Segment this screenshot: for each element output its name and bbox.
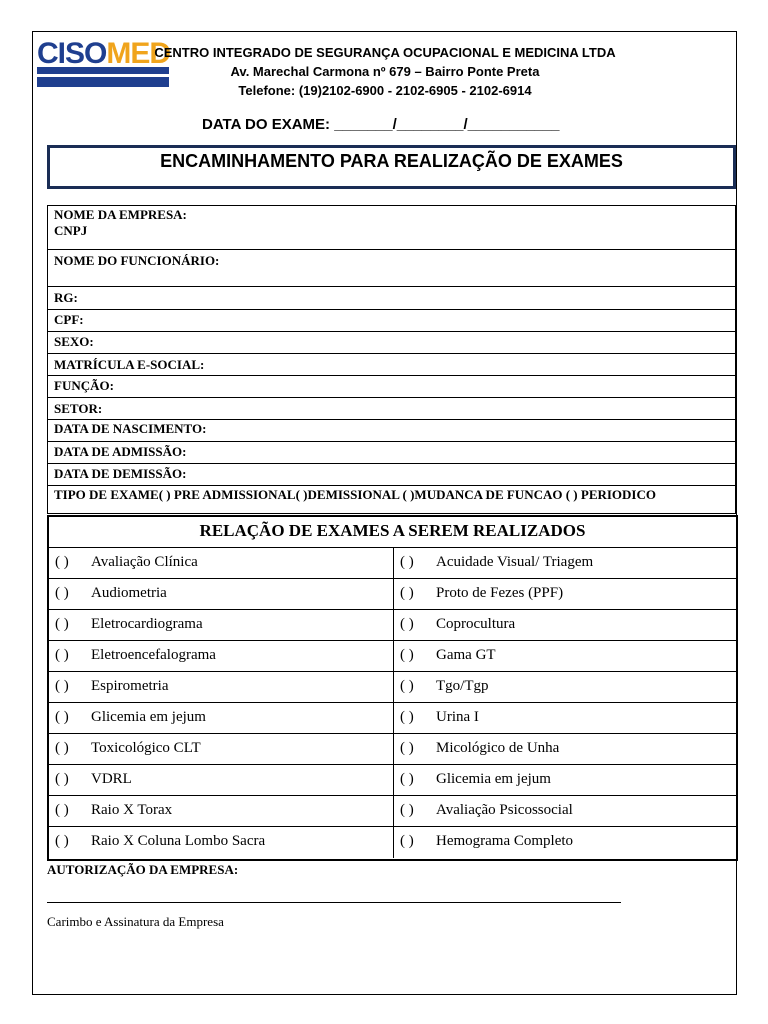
exam-label: Proto de Fezes (PPF) xyxy=(436,585,564,601)
exam-checkbox[interactable]: ( ) xyxy=(400,678,414,694)
company-name-label: NOME DA EMPRESA: xyxy=(54,207,187,222)
exam-checkbox[interactable]: ( ) xyxy=(55,678,69,694)
logo-ciso: CISO xyxy=(37,37,107,70)
dismissal-date-label: DATA DE DEMISSÃO: xyxy=(54,466,187,481)
exam-option-left[interactable] xyxy=(49,672,394,703)
rg-row[interactable] xyxy=(48,287,735,310)
exam-option-right[interactable] xyxy=(394,548,736,579)
exam-option-right[interactable] xyxy=(394,765,736,796)
exam-option-right[interactable] xyxy=(394,641,736,672)
exam-checkbox[interactable]: ( ) xyxy=(400,771,414,787)
exam-label: Glicemia em jejum xyxy=(436,771,551,787)
exam-label: Urina I xyxy=(436,709,479,725)
exam-option-right[interactable] xyxy=(394,672,736,703)
exam-option-right[interactable] xyxy=(394,734,736,765)
exam-option-left[interactable] xyxy=(49,610,394,641)
exam-option-right[interactable] xyxy=(394,796,736,827)
exam-label: Micológico de Unha xyxy=(436,740,560,756)
sector-row[interactable] xyxy=(48,398,735,420)
exam-label: Glicemia em jejum xyxy=(91,709,206,725)
employee-name-row[interactable] xyxy=(48,250,735,287)
exam-type-label: TIPO DE EXAME( ) PRE ADMISSIONAL( )DEMISSIONAL ( )MUDANCA DE FUNCAO ( ) PERIODICO xyxy=(54,487,656,502)
role-label: FUNÇÃO: xyxy=(54,378,114,393)
exam-label: Avaliação Psicossocial xyxy=(436,802,573,818)
exam-checkbox[interactable]: ( ) xyxy=(55,647,69,663)
cnpj-label: CNPJ xyxy=(54,223,88,238)
exam-label: Coprocultura xyxy=(436,616,516,632)
cpf-row[interactable] xyxy=(48,310,735,332)
exam-label: Gama GT xyxy=(436,647,496,663)
exam-option-right[interactable] xyxy=(394,610,736,641)
exam-checkbox[interactable]: ( ) xyxy=(400,585,414,601)
exam-option-right[interactable] xyxy=(394,579,736,610)
exam-option-left[interactable] xyxy=(49,734,394,765)
company-title: CENTRO INTEGRADO DE SEGURANÇA OCUPACIONAL E MEDICINA LTDA xyxy=(154,45,616,60)
exam-option-left[interactable] xyxy=(49,765,394,796)
exam-label: Espirometria xyxy=(91,678,169,694)
exam-option-left[interactable] xyxy=(49,579,394,610)
exam-option-left[interactable] xyxy=(49,827,394,858)
birth-date-row[interactable] xyxy=(48,420,735,442)
exam-checkbox[interactable]: ( ) xyxy=(55,554,69,570)
exam-checkbox[interactable]: ( ) xyxy=(400,554,414,570)
exam-date-field: DATA DO EXAME: _______/________/___________ xyxy=(202,116,560,133)
sex-row[interactable] xyxy=(48,332,735,354)
form-title-box xyxy=(47,145,736,189)
exam-checkbox[interactable]: ( ) xyxy=(400,833,414,849)
exam-checkbox[interactable]: ( ) xyxy=(55,585,69,601)
exam-checkbox[interactable]: ( ) xyxy=(55,616,69,632)
exam-label: Acuidade Visual/ Triagem xyxy=(436,554,594,570)
role-row[interactable] xyxy=(48,376,735,398)
employee-name-label: NOME DO FUNCIONÁRIO: xyxy=(54,253,220,268)
exam-checkbox[interactable]: ( ) xyxy=(55,771,69,787)
letterhead xyxy=(150,43,620,100)
exam-label: Eletrocardiograma xyxy=(91,616,203,632)
registration-label: MATRÍCULA E-SOCIAL: xyxy=(54,357,205,372)
exam-type-row[interactable] xyxy=(48,486,735,514)
sex-label: SEXO: xyxy=(54,334,94,349)
exam-label: Raio X Torax xyxy=(91,802,173,818)
exam-checkbox[interactable]: ( ) xyxy=(55,740,69,756)
signature-caption: Carimbo e Assinatura da Empresa xyxy=(47,914,224,929)
exam-option-right[interactable] xyxy=(394,703,736,734)
exam-label: Toxicológico CLT xyxy=(91,740,201,756)
company-address: Av. Marechal Carmona nº 679 – Bairro Ponte Preta xyxy=(230,64,540,79)
exam-option-left[interactable] xyxy=(49,703,394,734)
admission-date-row[interactable] xyxy=(48,442,735,464)
employee-info-table xyxy=(47,205,736,514)
exam-checkbox[interactable]: ( ) xyxy=(400,616,414,632)
exam-option-left[interactable] xyxy=(49,548,394,579)
authorization-label: AUTORIZAÇÃO DA EMPRESA: xyxy=(47,862,239,877)
rg-label: RG: xyxy=(54,290,78,305)
dismissal-date-row[interactable] xyxy=(48,464,735,486)
exam-checkbox[interactable]: ( ) xyxy=(55,709,69,725)
exam-option-right[interactable] xyxy=(394,827,736,858)
exam-label: Avaliação Clínica xyxy=(91,554,198,570)
company-phone: Telefone: (19)2102-6900 - 2102-6905 - 2102-6914 xyxy=(238,83,532,98)
exam-checkbox[interactable]: ( ) xyxy=(55,833,69,849)
exam-checkbox[interactable]: ( ) xyxy=(400,647,414,663)
admission-date-label: DATA DE ADMISSÃO: xyxy=(54,444,187,459)
exam-checkbox[interactable]: ( ) xyxy=(400,802,414,818)
exams-heading: RELAÇÃO DE EXAMES A SEREM REALIZADOS xyxy=(49,517,736,548)
form-title: ENCAMINHAMENTO PARA REALIZAÇÃO DE EXAMES xyxy=(160,151,623,171)
exam-label: Tgo/Tgp xyxy=(436,678,489,694)
exam-checkbox[interactable]: ( ) xyxy=(400,709,414,725)
sector-label: SETOR: xyxy=(54,401,103,416)
registration-row[interactable] xyxy=(48,354,735,376)
exam-checkbox[interactable]: ( ) xyxy=(55,802,69,818)
exam-label: VDRL xyxy=(91,771,132,787)
logo-med: MED xyxy=(106,37,171,70)
company-name-row[interactable] xyxy=(48,206,735,250)
exam-label: Raio X Coluna Lombo Sacra xyxy=(91,833,266,849)
cpf-label: CPF: xyxy=(54,312,84,327)
exams-table xyxy=(47,515,738,861)
exam-label: Eletroencefalograma xyxy=(91,647,216,663)
exams-grid xyxy=(49,548,736,858)
exam-label: Audiometria xyxy=(91,585,167,601)
exam-option-left[interactable] xyxy=(49,796,394,827)
exam-label: Hemograma Completo xyxy=(436,833,574,849)
signature-line[interactable] xyxy=(47,902,621,903)
birth-date-label: DATA DE NASCIMENTO: xyxy=(54,421,207,436)
exam-option-left[interactable] xyxy=(49,641,394,672)
exam-checkbox[interactable]: ( ) xyxy=(400,740,414,756)
